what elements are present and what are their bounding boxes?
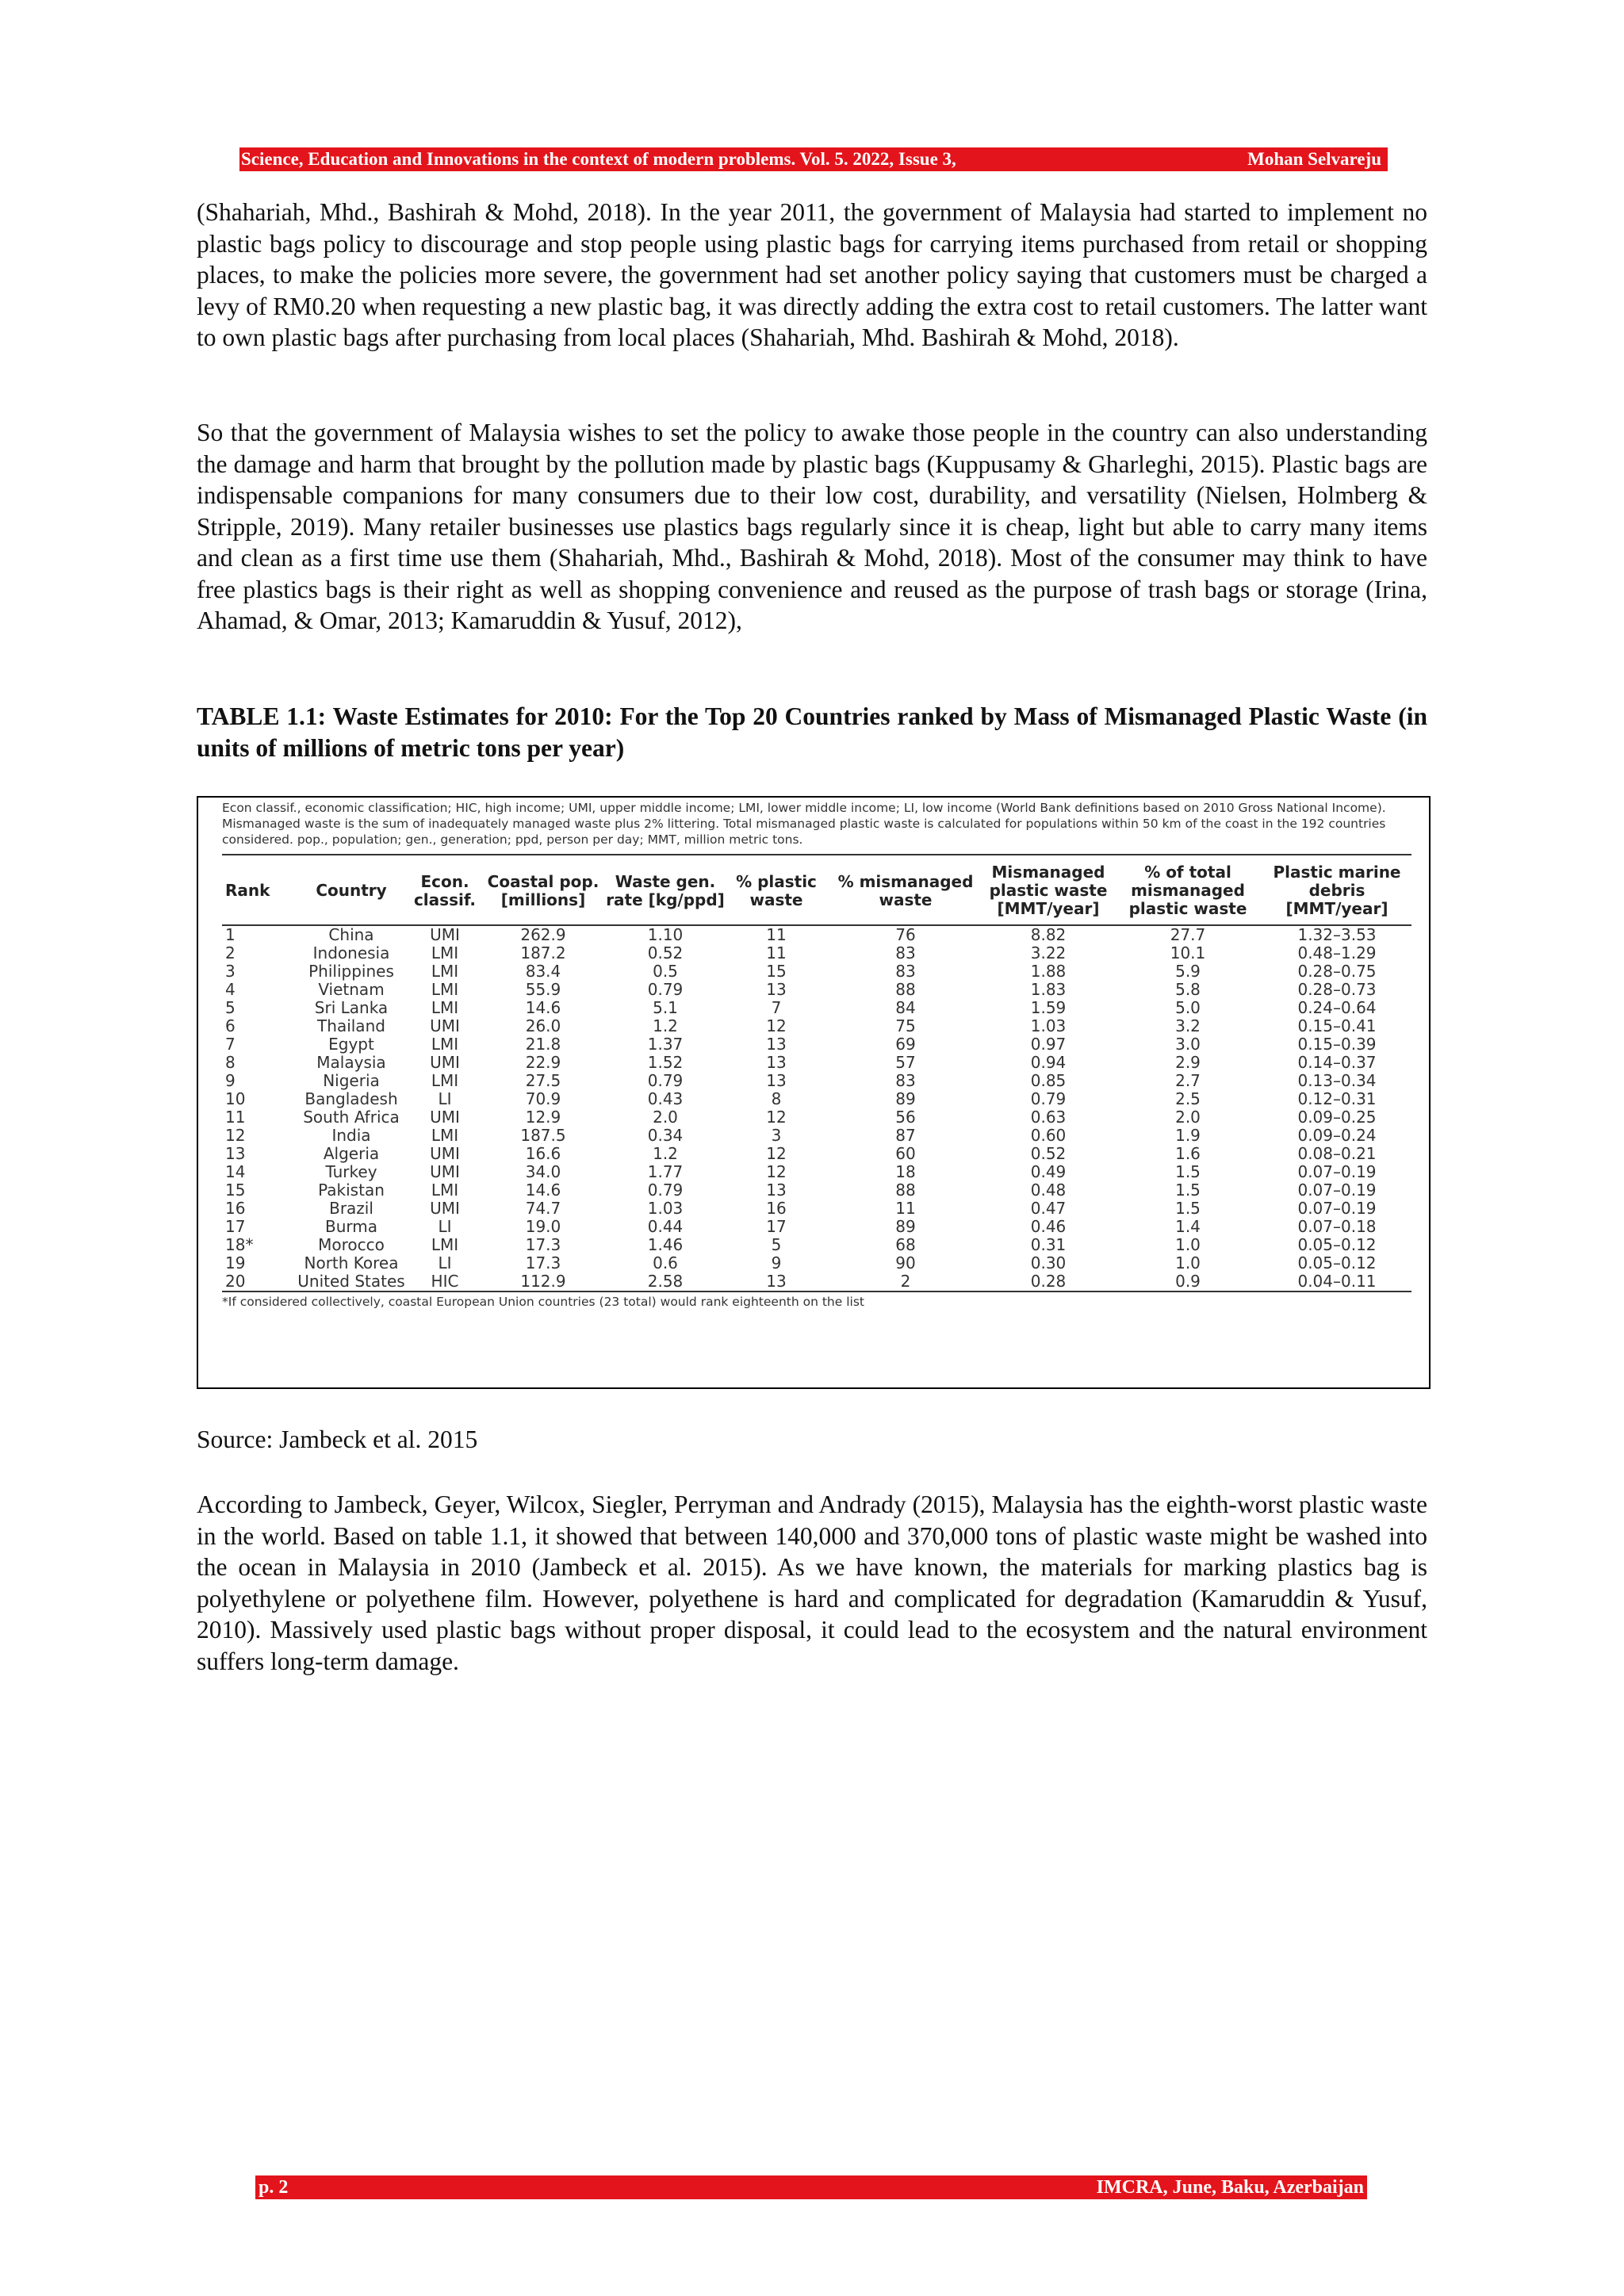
cell-plastic: 12 xyxy=(766,1162,787,1181)
cell-rate: 2.58 xyxy=(606,1272,725,1292)
cell-rank: 4 xyxy=(225,980,236,999)
cell-share: 27.7 xyxy=(1170,925,1206,944)
cell-mmt: 8.82 xyxy=(1030,925,1067,944)
table-image-content xyxy=(222,798,1411,1310)
cell-mmt: 1.83 xyxy=(1030,980,1067,999)
table-caption: TABLE 1.1: Waste Estimates for 2010: For the Top 20 Countries ranked by Mass of Mismanaged Plastic Waste (in units of millions of metric tons per year) xyxy=(197,702,1427,762)
cell-country: Brazil xyxy=(329,1199,373,1218)
cell-econ: LI xyxy=(438,1253,452,1272)
header-country: Country xyxy=(293,855,409,925)
paragraph-1: (Shahariah, Mhd., Bashirah & Mohd, 2018). In the year 2011, the government of Malaysia had started to implement no plastic bags policy to discourage and stop people using plastic bags for carrying items purchased from retail or shopping places, to make the policies more severe, the government had set another policy saying that customers must be charged a levy of RM0.20 when requesting a new plastic bag, it was directly adding the extra cost to retail customers. The latter want to own plastic bags after purchasing from local places (Shahariah, Mhd. Bashirah & Mohd, 2018). xyxy=(197,198,1427,351)
cell-mmt: 0.97 xyxy=(1030,1035,1067,1054)
cell-debris: 0.15–0.39 xyxy=(1297,1035,1377,1054)
waste-estimates-table xyxy=(222,855,1411,1292)
cell-share: 1.9 xyxy=(1175,1126,1201,1145)
cell-share: 1.6 xyxy=(1175,1144,1201,1163)
cell-plastic: 3 xyxy=(771,1126,782,1145)
cell-share: 5.8 xyxy=(1175,980,1201,999)
cell-mismanaged: 57 xyxy=(895,1053,916,1072)
cell-pop: 16.6 xyxy=(525,1144,561,1163)
running-footer xyxy=(255,2175,1367,2199)
table-row xyxy=(222,1272,1411,1292)
table-row xyxy=(222,1017,1411,1035)
cell-plastic: 11 xyxy=(766,925,787,944)
cell-mmt: 0.30 xyxy=(1030,1253,1067,1272)
cell-rank: 13 xyxy=(225,1144,246,1163)
cell-rate: 1.37 xyxy=(647,1035,684,1054)
table-row xyxy=(222,999,1411,1017)
cell-debris: 0.13–0.34 xyxy=(1297,1071,1377,1090)
cell-rank: 12 xyxy=(225,1126,246,1145)
cell-econ: UMI xyxy=(430,1108,460,1127)
cell-debris: 1.32–3.53 xyxy=(1297,925,1377,944)
cell-mismanaged: 11 xyxy=(895,1199,916,1218)
cell-plastic: 11 xyxy=(766,943,787,962)
cell-pop: 14.6 xyxy=(525,998,561,1017)
cell-rate: 1.03 xyxy=(647,1199,684,1218)
cell-econ: HIC xyxy=(409,1272,481,1292)
cell-mismanaged: 83 xyxy=(895,1071,916,1090)
cell-plastic: 13 xyxy=(725,1272,828,1292)
table-row xyxy=(222,1181,1411,1200)
table-row xyxy=(222,1090,1411,1108)
cell-share: 5.9 xyxy=(1175,962,1201,981)
cell-econ: LMI xyxy=(431,943,459,962)
cell-debris: 0.15–0.41 xyxy=(1297,1016,1377,1035)
cell-country: Burma xyxy=(324,1217,377,1236)
cell-pop: 83.4 xyxy=(525,962,561,981)
cell-rank: 19 xyxy=(225,1253,246,1272)
cell-mmt: 1.03 xyxy=(1030,1016,1067,1035)
cell-mismanaged: 88 xyxy=(895,980,916,999)
cell-econ: UMI xyxy=(430,1162,460,1181)
cell-rate: 0.79 xyxy=(647,980,684,999)
cell-country: Pakistan xyxy=(318,1181,385,1200)
cell-plastic: 13 xyxy=(766,1053,787,1072)
cell-rate: 1.46 xyxy=(647,1235,684,1254)
cell-pop: 17.3 xyxy=(525,1253,561,1272)
cell-mmt: 1.88 xyxy=(1030,962,1067,981)
cell-debris: 0.07–0.19 xyxy=(1297,1162,1377,1181)
cell-mmt: 0.46 xyxy=(1030,1217,1067,1236)
cell-debris: 0.05–0.12 xyxy=(1297,1235,1377,1254)
cell-plastic: 12 xyxy=(766,1144,787,1163)
cell-plastic: 15 xyxy=(766,962,787,981)
cell-plastic: 13 xyxy=(766,980,787,999)
cell-debris: 0.09–0.25 xyxy=(1297,1108,1377,1127)
cell-plastic: 12 xyxy=(766,1016,787,1035)
cell-plastic: 8 xyxy=(771,1089,782,1108)
cell-mismanaged: 83 xyxy=(895,943,916,962)
header-waste-rate: Waste gen. rate [kg/ppd] xyxy=(606,855,725,925)
table-row xyxy=(222,962,1411,981)
cell-debris: 0.07–0.19 xyxy=(1297,1199,1377,1218)
cell-debris: 0.28–0.75 xyxy=(1297,962,1377,981)
cell-share: 10.1 xyxy=(1170,943,1206,962)
cell-mismanaged: 68 xyxy=(895,1235,916,1254)
cell-mmt: 0.63 xyxy=(1030,1108,1067,1127)
cell-share: 1.5 xyxy=(1175,1199,1201,1218)
cell-debris: 0.07–0.18 xyxy=(1297,1217,1377,1236)
cell-econ: LI xyxy=(438,1089,452,1108)
cell-rank: 1 xyxy=(225,925,236,944)
cell-mismanaged: 56 xyxy=(895,1108,916,1127)
cell-mmt: 0.94 xyxy=(1030,1053,1067,1072)
cell-debris: 0.04–0.11 xyxy=(1262,1272,1411,1292)
cell-country: United States xyxy=(293,1272,409,1292)
cell-mmt: 0.85 xyxy=(1030,1071,1067,1090)
cell-pop: 70.9 xyxy=(525,1089,561,1108)
table-row xyxy=(222,1108,1411,1127)
source-line: Source: Jambeck et al. 2015 xyxy=(197,1425,478,1453)
cell-plastic: 9 xyxy=(771,1253,782,1272)
cell-rank: 7 xyxy=(225,1035,236,1054)
cell-country: Morocco xyxy=(318,1235,385,1254)
cell-mismanaged: 75 xyxy=(895,1016,916,1035)
cell-pop: 26.0 xyxy=(525,1016,561,1035)
cell-plastic: 16 xyxy=(766,1199,787,1218)
cell-rank: 9 xyxy=(225,1071,236,1090)
table-row xyxy=(222,1163,1411,1181)
cell-rank: 3 xyxy=(225,962,236,981)
cell-country: Nigeria xyxy=(323,1071,380,1090)
cell-rank: 17 xyxy=(225,1217,246,1236)
cell-country: China xyxy=(328,925,374,944)
cell-country: Vietnam xyxy=(318,980,385,999)
cell-econ: UMI xyxy=(430,1199,460,1218)
cell-mmt: 0.31 xyxy=(1030,1235,1067,1254)
cell-rate: 1.2 xyxy=(653,1016,678,1035)
cell-rank: 8 xyxy=(225,1053,236,1072)
cell-econ: UMI xyxy=(430,1144,460,1163)
running-header xyxy=(239,147,1388,171)
cell-mismanaged: 87 xyxy=(895,1126,916,1145)
cell-plastic: 13 xyxy=(766,1071,787,1090)
table-row xyxy=(222,1254,1411,1272)
cell-rank: 18* xyxy=(225,1235,254,1254)
cell-country: Malaysia xyxy=(316,1053,386,1072)
cell-rate: 1.77 xyxy=(647,1162,684,1181)
table-row xyxy=(222,1054,1411,1072)
cell-share: 3.0 xyxy=(1175,1035,1201,1054)
table-row xyxy=(222,1236,1411,1254)
cell-mismanaged: 83 xyxy=(895,962,916,981)
cell-rank: 16 xyxy=(225,1199,246,1218)
cell-country: Sri Lanka xyxy=(314,998,389,1017)
cell-plastic: 13 xyxy=(766,1181,787,1200)
cell-pop: 74.7 xyxy=(525,1199,561,1218)
cell-rate: 2.0 xyxy=(653,1108,678,1127)
cell-mismanaged: 18 xyxy=(895,1162,916,1181)
cell-rank: 11 xyxy=(225,1108,246,1127)
cell-mismanaged: 89 xyxy=(895,1089,916,1108)
cell-share: 2.7 xyxy=(1175,1071,1201,1090)
cell-country: Bangladesh xyxy=(304,1089,398,1108)
cell-mismanaged: 76 xyxy=(895,925,916,944)
table-row xyxy=(222,944,1411,962)
header-mismanaged: % mismanaged waste xyxy=(828,855,983,925)
cell-share: 1.0 xyxy=(1175,1235,1201,1254)
table-footnote: *If considered collectively, coastal European Union countries (23 total) would rank eighteenth on the list xyxy=(222,1295,864,1309)
cell-mmt: 1.59 xyxy=(1030,998,1067,1017)
publisher-info: IMCRA, June, Baku, Azerbaijan xyxy=(1096,2177,1364,2198)
cell-debris: 0.48–1.29 xyxy=(1297,943,1377,962)
cell-debris: 0.09–0.24 xyxy=(1297,1126,1377,1145)
page-number: p. 2 xyxy=(259,2177,289,2198)
cell-mismanaged: 90 xyxy=(895,1253,916,1272)
cell-rate: 1.10 xyxy=(647,925,684,944)
cell-mmt: 0.52 xyxy=(1030,1144,1067,1163)
cell-rank: 20 xyxy=(222,1272,293,1292)
cell-econ: UMI xyxy=(430,1016,460,1035)
cell-econ: UMI xyxy=(430,1053,460,1072)
cell-econ: LMI xyxy=(431,998,459,1017)
table-header-row xyxy=(222,855,1411,925)
cell-rate: 0.44 xyxy=(647,1217,684,1236)
cell-pop: 187.5 xyxy=(520,1126,566,1145)
cell-pop: 27.5 xyxy=(525,1071,561,1090)
cell-pop: 14.6 xyxy=(525,1181,561,1200)
cell-debris: 0.07–0.19 xyxy=(1297,1181,1377,1200)
cell-debris: 0.12–0.31 xyxy=(1297,1089,1377,1108)
cell-rate: 1.52 xyxy=(647,1053,684,1072)
cell-country: Turkey xyxy=(325,1162,377,1181)
cell-mismanaged: 60 xyxy=(895,1144,916,1163)
cell-mmt: 3.22 xyxy=(1030,943,1067,962)
cell-mismanaged: 84 xyxy=(895,998,916,1017)
table-figure xyxy=(197,796,1431,1389)
cell-share: 1.5 xyxy=(1175,1181,1201,1200)
table-row xyxy=(222,1200,1411,1218)
cell-rank: 10 xyxy=(225,1089,246,1108)
cell-mmt: 0.60 xyxy=(1030,1126,1067,1145)
cell-country: South Africa xyxy=(303,1108,400,1127)
cell-rank: 5 xyxy=(225,998,236,1017)
cell-share: 0.9 xyxy=(1113,1272,1262,1292)
cell-mmt: 0.47 xyxy=(1030,1199,1067,1218)
cell-debris: 0.08–0.21 xyxy=(1297,1144,1377,1163)
author-name: Mohan Selvareju xyxy=(1247,149,1381,169)
cell-econ: LMI xyxy=(431,1071,459,1090)
cell-rate: 0.34 xyxy=(647,1126,684,1145)
header-marine-debris: Plastic marine debris [MMT/year] xyxy=(1262,855,1411,925)
cell-plastic: 7 xyxy=(771,998,782,1017)
cell-country: Egypt xyxy=(328,1035,374,1054)
cell-plastic: 17 xyxy=(766,1217,787,1236)
cell-mmt: 0.49 xyxy=(1030,1162,1067,1181)
cell-plastic: 12 xyxy=(766,1108,787,1127)
cell-econ: LMI xyxy=(431,1181,459,1200)
cell-rate: 0.52 xyxy=(647,943,684,962)
cell-mmt: 0.48 xyxy=(1030,1181,1067,1200)
table-row xyxy=(222,1218,1411,1236)
cell-rate: 0.43 xyxy=(647,1089,684,1108)
table-row xyxy=(222,1127,1411,1145)
cell-share: 2.9 xyxy=(1175,1053,1201,1072)
cell-debris: 0.24–0.64 xyxy=(1297,998,1377,1017)
cell-pop: 21.8 xyxy=(525,1035,561,1054)
table-row xyxy=(222,1035,1411,1054)
cell-pop: 55.9 xyxy=(525,980,561,999)
header-plastic: % plastic waste xyxy=(725,855,828,925)
table-row xyxy=(222,925,1411,944)
cell-mismanaged: 69 xyxy=(895,1035,916,1054)
cell-plastic: 13 xyxy=(766,1035,787,1054)
cell-pop: 34.0 xyxy=(525,1162,561,1181)
table-row xyxy=(222,981,1411,999)
cell-rank: 14 xyxy=(225,1162,246,1181)
cell-econ: LMI xyxy=(431,1035,459,1054)
cell-share: 2.5 xyxy=(1175,1089,1201,1108)
cell-country: Thailand xyxy=(317,1016,385,1035)
cell-country: Philippines xyxy=(308,962,394,981)
cell-pop: 112.9 xyxy=(481,1272,606,1292)
paragraph-2: So that the government of Malaysia wishes to set the policy to awake those people in the country can also understanding the damage and harm that brought by the pollution made by plastic bags (Kuppusamy & Gharleghi, 2015). Plastic bags are indispensable companions for many consumers due to their low cost, durability, and versatility (Nielsen, Holmberg & Stripple, 2019). Many retailer businesses use plastics bags regularly since it is cheap, light but able to carry many items and clean as a first time use them (Shahariah, Mhd., Bashirah & Mohd, 2018). Most of the consumer may think to have free plastics bags is their right as well as shopping convenience and reused as the purpose of trash bags or storage (Irina, Ahamad, & Omar, 2013; Kamaruddin & Yusuf, 2012), xyxy=(197,419,1427,634)
cell-mismanaged: 2 xyxy=(828,1272,983,1292)
cell-pop: 12.9 xyxy=(525,1108,561,1127)
cell-rate: 0.79 xyxy=(647,1071,684,1090)
cell-mismanaged: 88 xyxy=(895,1181,916,1200)
cell-share: 1.0 xyxy=(1175,1253,1201,1272)
table-row xyxy=(222,1072,1411,1090)
cell-country: India xyxy=(331,1126,371,1145)
cell-rank: 6 xyxy=(225,1016,236,1035)
cell-pop: 262.9 xyxy=(520,925,566,944)
cell-country: Algeria xyxy=(323,1144,380,1163)
cell-debris: 0.14–0.37 xyxy=(1297,1053,1377,1072)
cell-econ: LMI xyxy=(431,1235,459,1254)
cell-rate: 0.5 xyxy=(653,962,678,981)
cell-econ: LI xyxy=(438,1217,452,1236)
paragraph-3: According to Jambeck, Geyer, Wilcox, Siegler, Perryman and Andrady (2015), Malaysia has the eighth-worst plastic waste in the world. Based on table 1.1, it showed that between 140,000 and 370,000 tons of plastic waste might be washed into the ocean in Malaysia in 2010 (Jambeck et al. 2015). As we have known, the materials for marking plastics bag is polyethylene or polyethene film. However, polyethene is hard and complicated for degradation (Kamaruddin & Yusuf, 2010). Massively used plastic bags without proper disposal, it could lead to the ecosystem and the natural environment suffers long-term damage. xyxy=(197,1490,1427,1675)
header-econ: Econ. classif. xyxy=(409,855,481,925)
cell-share: 5.0 xyxy=(1175,998,1201,1017)
cell-rank: 2 xyxy=(225,943,236,962)
cell-rate: 0.6 xyxy=(653,1253,678,1272)
cell-pop: 187.2 xyxy=(520,943,566,962)
cell-share: 1.5 xyxy=(1175,1162,1201,1181)
cell-rate: 1.2 xyxy=(653,1144,678,1163)
header-rank: Rank xyxy=(222,855,293,925)
header-share: % of total mismanaged plastic waste xyxy=(1113,855,1262,925)
cell-rank: 15 xyxy=(225,1181,246,1200)
cell-plastic: 5 xyxy=(771,1235,782,1254)
cell-rate: 0.79 xyxy=(647,1181,684,1200)
cell-share: 1.4 xyxy=(1175,1217,1201,1236)
cell-country: Indonesia xyxy=(312,943,390,962)
cell-mismanaged: 89 xyxy=(895,1217,916,1236)
cell-mmt: 0.79 xyxy=(1030,1089,1067,1108)
cell-pop: 17.3 xyxy=(525,1235,561,1254)
cell-rate: 5.1 xyxy=(653,998,678,1017)
journal-title: Science, Education and Innovations in the context of modern problems. Vol. 5. 2022, Issue 3, xyxy=(241,149,956,169)
cell-econ: LMI xyxy=(431,1126,459,1145)
header-coastal-pop: Coastal pop. [millions] xyxy=(481,855,606,925)
cell-econ: LMI xyxy=(431,980,459,999)
table-row xyxy=(222,1145,1411,1163)
cell-mmt: 0.28 xyxy=(983,1272,1113,1292)
cell-debris: 0.05–0.12 xyxy=(1297,1253,1377,1272)
cell-pop: 19.0 xyxy=(525,1217,561,1236)
cell-econ: LMI xyxy=(431,962,459,981)
cell-debris: 0.28–0.73 xyxy=(1297,980,1377,999)
cell-share: 2.0 xyxy=(1175,1108,1201,1127)
table-note: Econ classif., economic classification; HIC, high income; UMI, upper middle income; LMI, lower middle income; LI, low income (World Bank definitions based on 2010 Gross National Income). Mismanaged waste is the sum of inadequately managed waste plus 2% littering. Total mismanaged plastic waste is calculated for populations within 50 km of the coast in the 192 countries considered. pop., population; gen., generation; ppd, person per day; MMT, million metric tons. xyxy=(222,798,1411,855)
header-mismanaged-plastic: Mismanaged plastic waste [MMT/year] xyxy=(983,855,1113,925)
cell-share: 3.2 xyxy=(1175,1016,1201,1035)
table-body xyxy=(222,925,1411,1292)
cell-country: North Korea xyxy=(304,1253,399,1272)
cell-pop: 22.9 xyxy=(525,1053,561,1072)
cell-econ: UMI xyxy=(430,925,460,944)
